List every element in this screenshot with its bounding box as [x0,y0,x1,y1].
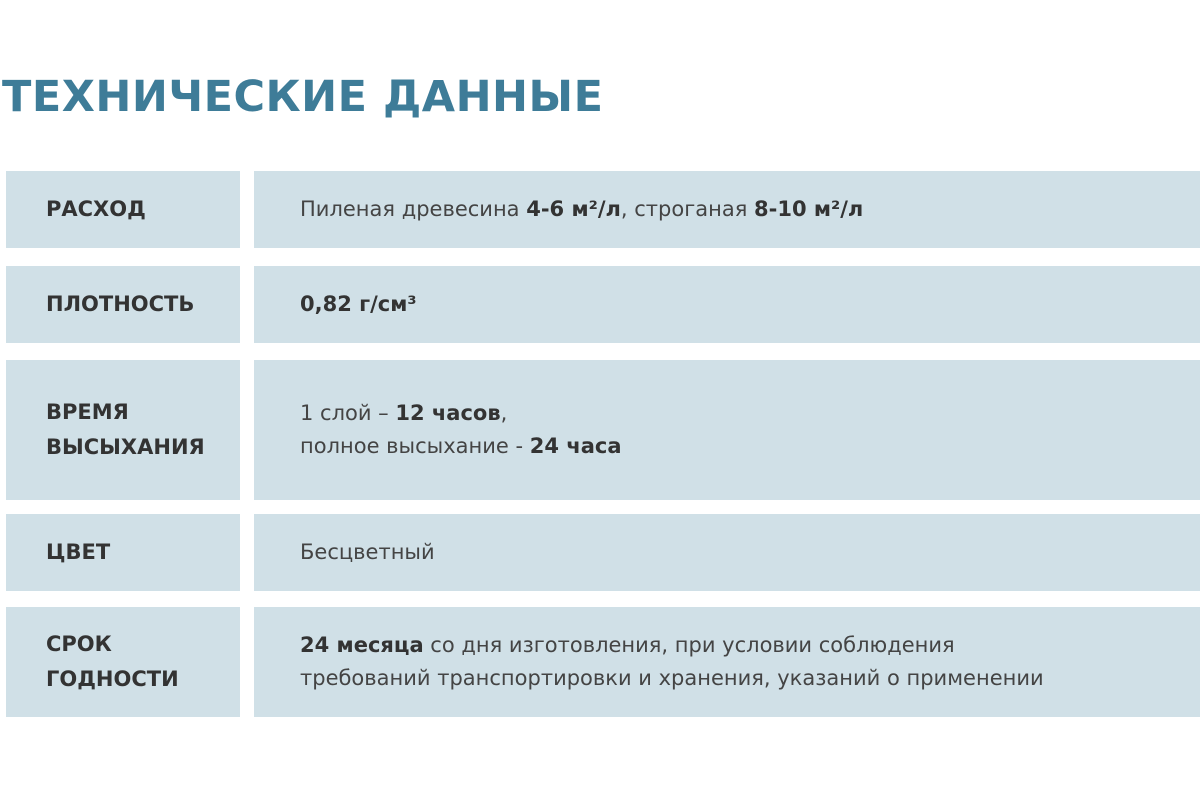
value-line [300,629,1044,662]
spec-row-shelf-life [6,607,1200,717]
row-value [300,397,622,463]
value-line [300,662,1044,695]
value-cell [254,360,1200,500]
value-text-part: 1 слой – [300,401,396,425]
spec-row-density [6,266,1200,343]
row-value [300,536,435,569]
value-cell [254,171,1200,248]
value-bold-part: 8-10 м²/л [754,197,864,221]
label-cell [6,266,240,343]
value-text-part: , строганая [620,197,755,221]
value-bold-part: 0,82 г/см³ [300,292,417,316]
value-text-part: , [500,401,508,425]
value-bold-part: 12 часов [395,401,501,425]
spec-row-consumption [6,171,1200,248]
label-cell [6,514,240,591]
value-text-part: Пиленая древесина [300,197,527,221]
value-cell [254,266,1200,343]
value-bold-part: 24 месяца [300,633,424,657]
row-value [300,193,863,226]
value-line [300,430,622,463]
value-line [300,397,622,430]
label-cell [6,360,240,500]
row-label: ЦВЕТ [46,540,111,564]
value-line [300,288,417,321]
row-value [300,288,417,321]
row-label: СРОК ГОДНОСТИ [46,632,179,691]
value-text-part: полное высыхание - [300,434,530,458]
value-cell [254,514,1200,591]
value-text-part: требований транспортировки и хранения, указаний о применении [300,666,1044,690]
row-label: ПЛОТНОСТЬ [46,292,195,316]
value-text-part: Бесцветный [300,540,435,564]
spec-row-color [6,514,1200,591]
value-line [300,193,863,226]
spec-row-drying-time [6,360,1200,500]
value-bold-part: 24 часа [529,434,622,458]
value-bold-part: 4-6 м²/л [526,197,621,221]
value-cell [254,607,1200,717]
row-label: ВРЕМЯ ВЫСЫХАНИЯ [46,400,205,459]
row-label: РАСХОД [46,197,146,221]
value-line [300,536,435,569]
label-cell [6,607,240,717]
value-text-part: со дня изготовления, при условии соблюдения [423,633,955,657]
row-value [300,629,1044,695]
page-title: ТЕХНИЧЕСКИЕ ДАННЫЕ [2,72,604,122]
label-cell [6,171,240,248]
